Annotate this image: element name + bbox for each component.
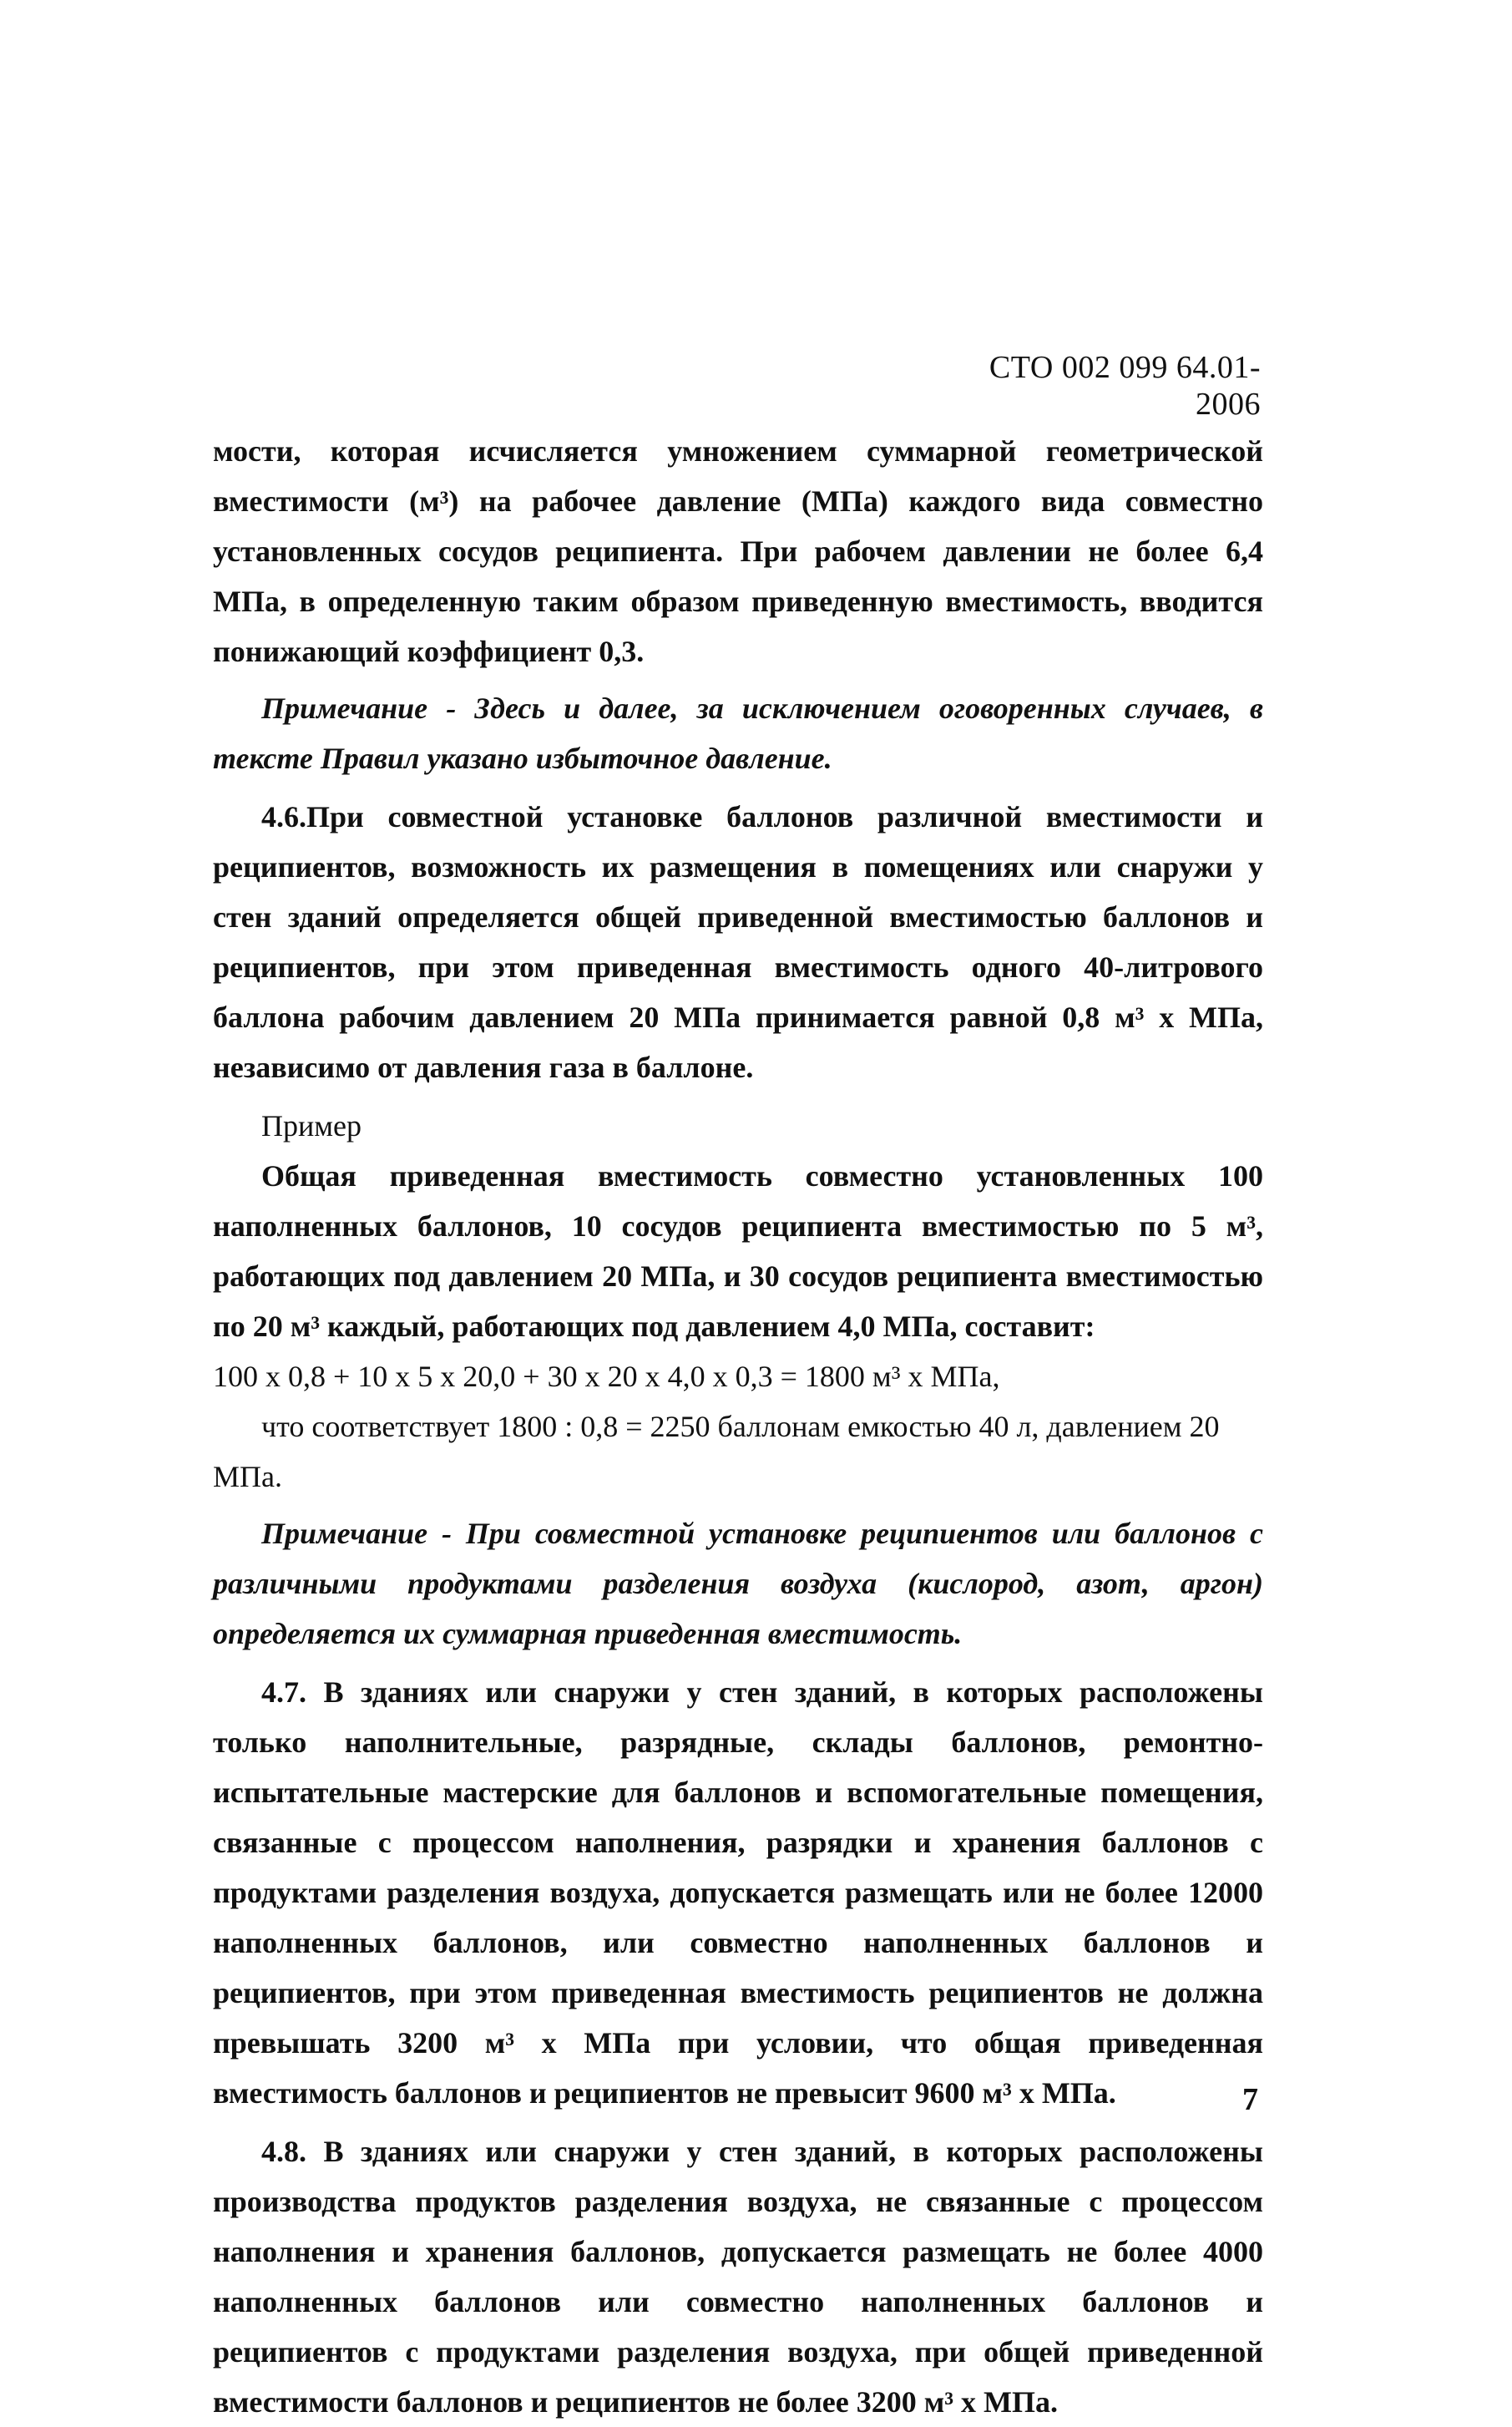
page-body: [213, 426, 1263, 2427]
note-mixed-products: Примечание - При совместной установке реципиентов или баллонов с различными продуктами разделения воздуха (кислород, азот, аргон) определяется их суммарная приведенная вместимость.: [213, 1517, 1263, 1650]
note-pressure: Примечание - Здесь и далее, за исключением оговоренных случаев, в тексте Правил указано избыточное давление.: [213, 692, 1263, 775]
paragraph-4-8: 4.8. В зданиях или снаружи у стен зданий, в которых расположены производства продуктов разделения воздуха, не связанные с процессом наполнения и хранения баллонов, допускается размещать не более 4000 наполненных баллонов или совместно наполненных баллонов и реципиентов с продуктами разделения воздуха, при общей приведенной вместимости баллонов и реципиентов не более 3200 м³ х МПа.: [213, 2135, 1263, 2419]
example-text: Общая приведенная вместимость совместно установленных 100 наполненных баллонов, 10 сосудов реципиента вместимостью по 5 м³, работающих под давлением 20 МПа, и 30 сосудов реципиента вместимостью по 20 м³ каждый, работающих под давлением 4,0 МПа, составит:: [213, 1159, 1263, 1343]
paragraph-4-6: 4.6.При совместной установке баллонов различной вместимости и реципиентов, возможность их размещения в помещениях или снаружи у стен зданий определяется общей приведенной вместимостью баллонов и реципиентов, при этом приведенная вместимость одного 40-литрового баллона рабочим давлением 20 МПа принимается равной 0,8 м³ х МПа, независимо от давления газа в баллоне.: [213, 800, 1263, 1084]
document-code: СТО 002 099 64.01-2006: [989, 350, 1261, 422]
example-formula-result: что соответствует 1800 : 0,8 = 2250 баллонам емкостью 40 л, давлением 20 МПа.: [213, 1410, 1220, 1493]
paragraph-continued: мости, которая исчисляется умножением суммарной геометрической вместимости (м³) на рабочее давление (МПа) каждого вида совместно установленных сосудов реципиента. При рабочем давлении не более 6,4 МПа, в определенную таким образом приведенную вместимость, вводится понижающий коэффициент 0,3.: [213, 434, 1263, 668]
page-number: 7: [1242, 2082, 1258, 2117]
paragraph-4-7: 4.7. В зданиях или снаружи у стен зданий, в которых расположены только наполнительные, разрядные, склады баллонов, ремонтно-испытательные мастерские для баллонов и вспомогательные помещения, связанные с процессом наполнения, разрядки и хранения баллонов с продуктами разделения воздуха, допускается размещать или не более 12000 наполненных баллонов, или совместно наполненных баллонов и реципиентов, при этом приведенная вместимость реципиентов не должна превышать 3200 м³ х МПа при условии, что общая приведенная вместимость баллонов и реципиентов не превысит 9600 м³ х МПа.: [213, 1675, 1263, 2110]
example-formula: 100 х 0,8 + 10 х 5 х 20,0 + 30 х 20 х 4,0 х 0,3 = 1800 м³ х МПа,: [213, 1360, 1000, 1393]
example-label: Пример: [261, 1109, 362, 1143]
